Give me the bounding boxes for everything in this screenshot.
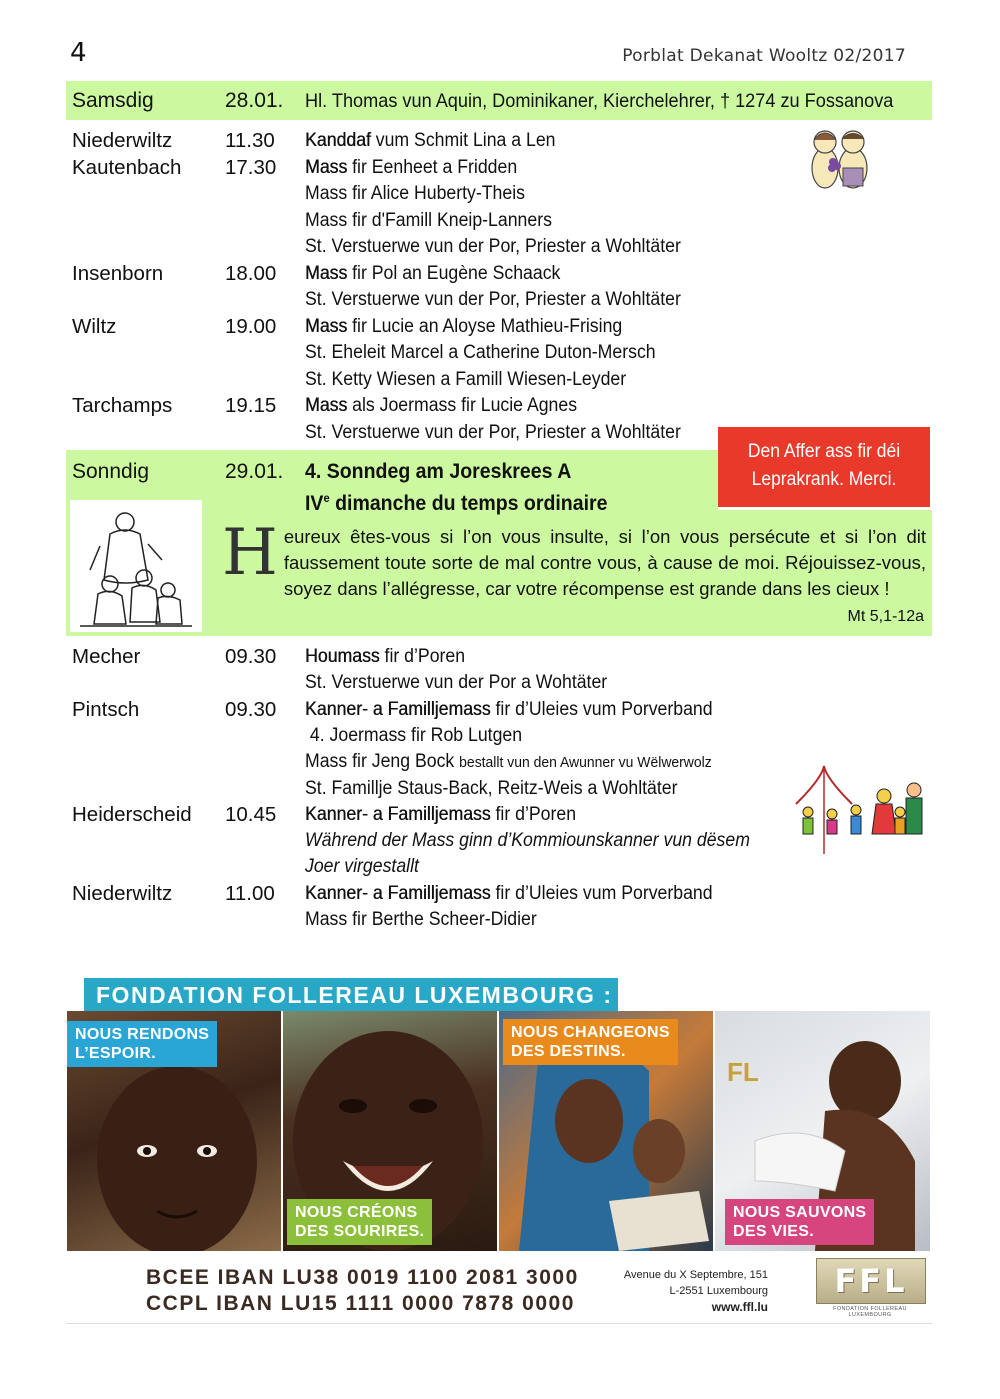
mass-time: 09.30 [225,645,277,668]
schedule-row [0,644,1000,670]
photo-2 [283,1011,497,1251]
intention-detail: St. Verstuerwe vun der Por, Priester a Wohltäter [305,236,681,257]
page-number: 4 [70,38,87,68]
parish-name: Kautenbach [72,155,182,179]
photo-3 [499,1011,713,1251]
quote-dropcap: H [222,516,278,590]
intention-detail: St. Verstuerwe vun der Por, Priester a Wohltäter [305,421,681,443]
parish-name: Niederwiltz [72,881,173,905]
day-label: Samsdig [72,89,154,112]
service-type: Mass [305,395,348,416]
parish-name: Mecher [72,645,141,668]
family-illustration [792,764,937,860]
intention-text [305,367,626,393]
intention-text [305,749,712,776]
intention-detail: fir Lucie an Aloyse Mathieu-Frising [347,315,623,337]
service-type: Mass [305,315,348,337]
schedule-row [0,907,1000,933]
intention-detail: Mass fir Alice Huberty-Theis [305,183,525,204]
intention-detail: Mass fir Jeng Bock [305,751,460,773]
intention-text [305,802,576,828]
service-type: Mass [305,262,348,284]
schedule-row [0,208,1000,234]
service-type: Houmass [305,646,380,667]
intention-detail: St. Eheleit Marcel a Catherine Duton-Mersch [305,342,656,363]
offering-line-1: Den Affer ass fir déi [747,441,901,462]
service-type: Kanner- a Familljemass [305,698,491,720]
schedule-row [0,287,1000,313]
intention-detail: fir Eenheet a Fridden [347,156,518,178]
quote-text: eureux êtes-vous si l’on vous insulte, si l’on vous persécute et si l’on dit faussement toute sorte de mal contre vous, à cause de moi. Réjouissez-vous, soyez dans l’allégresse, car votre récompense est grande dans les cieux ! [283,526,926,599]
mass-time: 17.30 [225,155,277,179]
intention-text [305,907,537,933]
intention-detail: 4. Joermass fir Rob Lutgen [305,724,523,746]
intention-text [305,697,713,723]
intention-text [305,234,681,260]
schedule-row [0,261,1000,287]
intention-detail: Mass fir Berthe Scheer-Didier [305,909,537,930]
sunday-title-line-2: IVe dimanche du temps ordinaire [305,491,608,515]
parish-name: Pintsch [72,697,140,721]
intention-detail: Joer virgestallt [305,856,419,878]
intention-text [305,128,555,154]
schedule-row [0,314,1000,340]
intention-text [305,776,677,802]
sunday-title-line-1: 4. Sonndeg am Joreskrees A [305,460,572,483]
intention-detail: St. Verstuerwe vun der Por a Wohtäter [305,672,608,694]
intention-detail: fir d’Uleies vum Porverband [490,882,713,904]
intention-detail: Mass fir d'Famill Kneip-Lanners [305,209,552,231]
iban-bcee: BCEE IBAN LU38 0019 1100 2081 3000 [146,1266,579,1289]
ffl-logo: FFL [816,1258,926,1304]
couple-illustration [805,126,875,190]
schedule-row [0,670,1000,696]
intention-text [305,723,522,749]
iban-ccpl: CCPL IBAN LU15 1111 0000 7878 0000 [146,1292,575,1315]
intention-detail: als Joermass fir Lucie Agnes [347,395,578,416]
intention-text [305,393,577,419]
service-type: Kanddaf [305,130,371,151]
day-label: Sonndig [72,460,150,483]
service-type: Kanner- a Familljemass [305,882,491,904]
quote-reference: Mt 5,1-12a [847,608,924,625]
intention-text [305,644,465,670]
intention-text [305,828,750,854]
intention-text [305,181,525,207]
photo-1 [67,1011,281,1251]
intention-detail: Während der Mass ginn d’Kommiounskanner vun dësem [305,830,750,852]
schedule-row [0,393,1000,419]
beatitudes-illustration [70,500,202,632]
publication-title: Porblat Dekanat Wooltz 02/2017 [622,46,906,66]
intention-detail: St. Ketty Wiesen a Famill Wiesen-Leyder [305,368,627,390]
parish-name: Wiltz [72,314,117,338]
feast-label: Hl. Thomas vun Aquin, Dominikaner, Kierchelehrer, † 1274 zu Fossanova [305,90,894,112]
intention-text [305,314,622,340]
mass-time: 19.00 [225,314,277,338]
svg-text:FL: FL [727,1057,759,1087]
intention-detail: fir Pol an Eugène Schaack [347,262,561,284]
parish-name: Tarchamps [72,394,173,417]
intention-note: bestallt vun den Awunner vu Wëlwerwolz [459,754,712,772]
intention-text [305,854,419,880]
tag-hope: NOUS RENDONS L’ESPOIR. [67,1021,217,1067]
intention-detail: St. Verstuerwe vun der Por, Priester a Wohltäter [305,289,681,310]
intention-text [305,420,681,446]
mass-time: 10.45 [225,802,277,826]
mass-time: 11.00 [225,881,275,905]
intention-text [305,155,517,181]
schedule-row [0,367,1000,393]
mass-time: 09.30 [225,697,277,721]
ffl-logo-caption: FONDATION FOLLEREAU LUXEMBOURG [833,1306,907,1318]
intention-detail: vum Schmit Lina a Len [370,130,556,151]
intention-text [305,261,560,287]
intention-detail: fir d’Uleies vum Porverband [490,698,713,720]
intention-text [305,881,713,907]
mass-time: 19.15 [225,394,277,417]
mass-time: 11.30 [225,129,275,152]
schedule-row [0,234,1000,260]
gospel-quote [222,516,926,602]
parish-name: Insenborn [72,261,164,285]
parish-name: Niederwiltz [72,129,173,152]
schedule-row [0,340,1000,366]
intention-detail: fir d’Poren [379,646,466,667]
service-type: Mass [305,156,348,178]
ad-title: FONDATION FOLLEREAU LUXEMBOURG : [84,978,618,1011]
tag-lives: NOUS SAUVONS DES VIES. [725,1199,874,1245]
service-type: Kanner- a Familljemass [305,803,491,825]
address-block: Avenue du X Septembre, 151 L-2551 Luxembourg www.ffl.lu [623,1269,768,1314]
intention-text [305,670,607,696]
intention-detail: St. Famillje Staus-Back, Reitz-Weis a Wohltäter [305,777,678,799]
intention-detail: fir d’Poren [490,803,577,825]
intention-text [305,287,681,313]
footer-divider [66,1323,932,1324]
schedule-row [0,881,1000,907]
parish-name: Heiderscheid [72,802,192,826]
intention-text [305,340,656,366]
schedule-row [0,697,1000,723]
offering-line-2: Leprakrank. Merci. [751,469,897,490]
tag-smiles: NOUS CRÉONS DES SOURIRES. [287,1199,432,1245]
intention-text [305,208,552,234]
date-label: 28.01. [225,89,284,112]
tag-destinies: NOUS CHANGEONS DES DESTINS. [503,1019,678,1065]
photo-4 [715,1011,930,1251]
sunday-header [0,459,1000,485]
date-label: 29.01. [225,460,284,483]
schedule-row [0,723,1000,749]
mass-time: 18.00 [225,261,277,285]
saturday-header [0,88,1000,114]
